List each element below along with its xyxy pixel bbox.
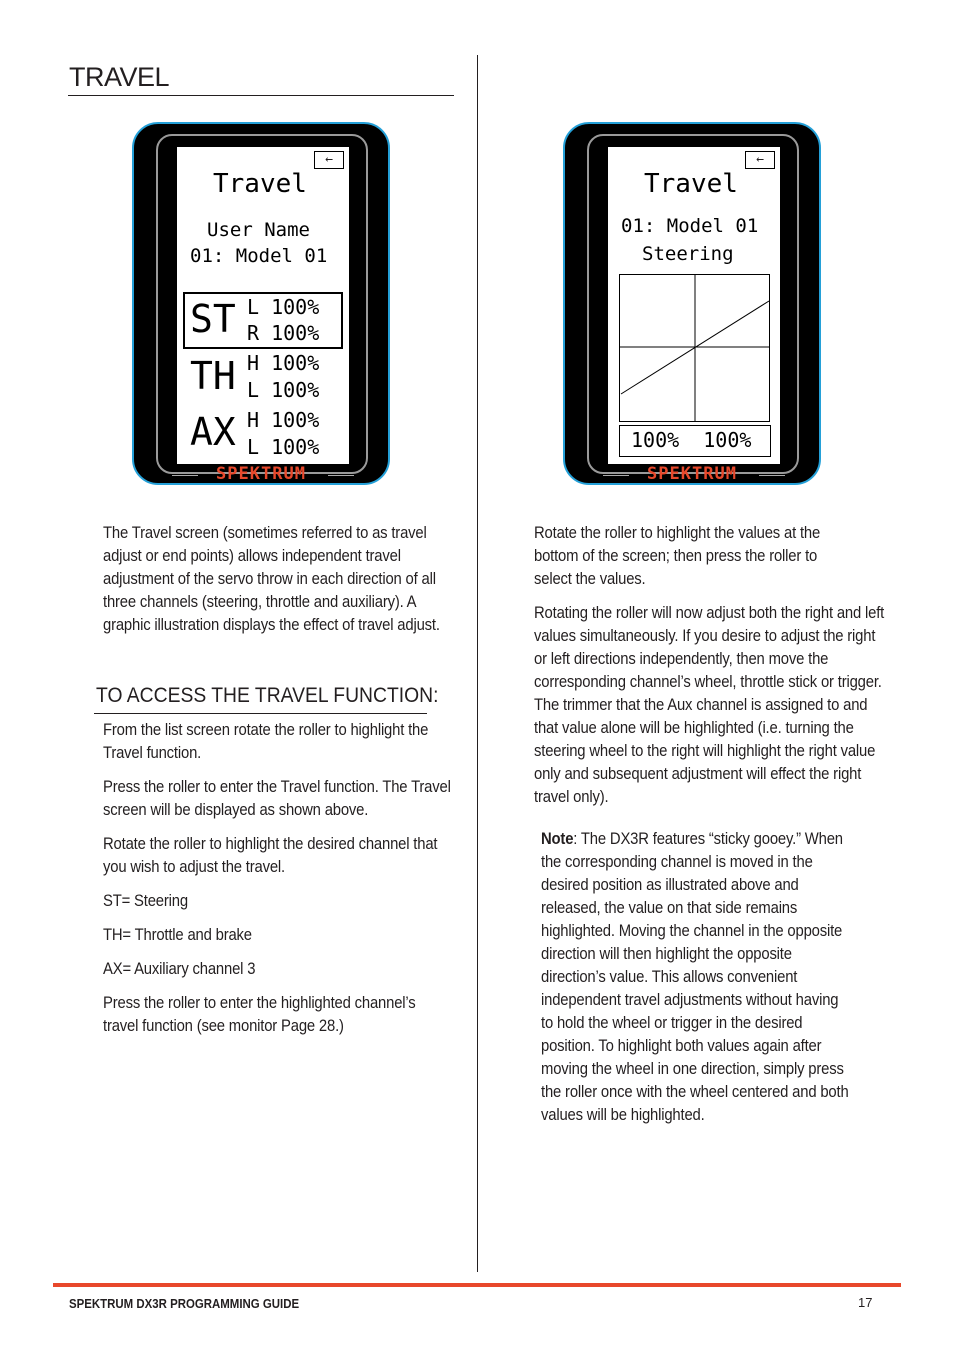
travel-values: 100% 100% xyxy=(631,428,752,452)
back-arrow-icon[interactable]: ← xyxy=(314,151,344,169)
model-label: 01: Model 01 xyxy=(621,215,759,237)
step-paragraph: Rotate the roller to highlight the desired channel that you wish to adjust the travel. xyxy=(103,835,438,876)
column-divider xyxy=(477,55,478,1272)
note-label: Note xyxy=(541,830,574,848)
channel-code-ax[interactable]: AX xyxy=(190,410,236,454)
th-value-2: L 100% xyxy=(247,378,320,402)
lcd-screen xyxy=(177,147,349,464)
step-paragraph: AX= Auxiliary channel 3 xyxy=(103,960,256,978)
transmitter-screen-left xyxy=(132,122,390,485)
step-paragraph: From the list screen rotate the roller to highlight the Travel function. xyxy=(103,721,429,762)
footer-title: SPEKTRUM DX3R PROGRAMMING GUIDE xyxy=(69,1296,300,1311)
step-paragraph: Press the roller to enter the Travel function. The Travel screen will be displayed as shown above. xyxy=(103,778,451,819)
spektrum-logo: SPEKTRUM xyxy=(216,464,306,484)
channel-name-label: Steering xyxy=(642,243,734,265)
back-arrow-icon[interactable]: ← xyxy=(745,151,775,169)
ax-value-2: L 100% xyxy=(247,435,320,459)
screen-title: Travel xyxy=(213,169,307,199)
st-value-1: L 100% xyxy=(247,295,320,319)
ax-value-1: H 100% xyxy=(247,408,320,432)
st-value-2: R 100% xyxy=(247,321,320,345)
note-block xyxy=(541,828,854,1138)
step-paragraph: TH= Throttle and brake xyxy=(103,926,252,944)
heading-rule xyxy=(68,95,454,96)
channel-code-th[interactable]: TH xyxy=(190,354,236,398)
model-label: 01: Model 01 xyxy=(190,245,328,267)
travel-graph xyxy=(619,274,771,423)
footer-rule xyxy=(53,1283,901,1287)
page-heading: TRAVEL xyxy=(69,62,170,92)
section-rule xyxy=(94,713,427,714)
steps-list xyxy=(103,719,454,1049)
channel-code-st[interactable]: ST xyxy=(190,297,236,341)
right-paragraphs xyxy=(534,522,887,820)
spektrum-logo: SPEKTRUM xyxy=(647,464,737,484)
screen-title: Travel xyxy=(644,169,738,199)
step-paragraph: ST= Steering xyxy=(103,892,188,910)
user-name-label: User Name xyxy=(207,219,310,241)
transmitter-screen-right xyxy=(563,122,821,485)
page-number: 17 xyxy=(858,1295,873,1310)
right-paragraph: Rotating the roller will now adjust both the right and left values simultaneously. If you desire to adjust the right or left directions independently, then move the corresponding channel’s wheel, throttle stick or trigger. The trimmer that the Aux channel is assigned to and that value alone will be highlighted (i.e. turning the steering wheel to the right will highlight the right value only and subsequent adjustment will effect the right travel only). xyxy=(534,604,885,806)
section-heading: TO ACCESS THE TRAVEL FUNCTION: xyxy=(96,684,439,707)
step-paragraph: Press the roller to enter the highlighted channel’s travel function (see monitor Page 28.) xyxy=(103,994,416,1035)
note-text: : The DX3R features “sticky gooey.” When the corresponding channel is moved in the desired position as illustrated above and released, the value on that side remains highlighted. Moving the channel in the opposite direction will then highlight the opposite direction’s value. This allows convenient independent travel adjustments without having to hold the wheel or trigger in the desired position. To highlight both values again after moving the wheel in one direction, simply press the roller once with the wheel centered and both values will be highlighted. xyxy=(541,830,849,1124)
lcd-screen xyxy=(608,147,780,464)
intro-paragraph: The Travel screen (sometimes referred to as travel adjust or end points) allows independent travel adjustment of the servo throw in each direction of all three channels (steering, throttle and auxiliary). A graphic illustration displays the effect of travel adjust. xyxy=(103,524,440,634)
right-paragraph: Rotate the roller to highlight the values at the bottom of the screen; then press the roller to select the values. xyxy=(534,524,821,588)
th-value-1: H 100% xyxy=(247,351,320,375)
